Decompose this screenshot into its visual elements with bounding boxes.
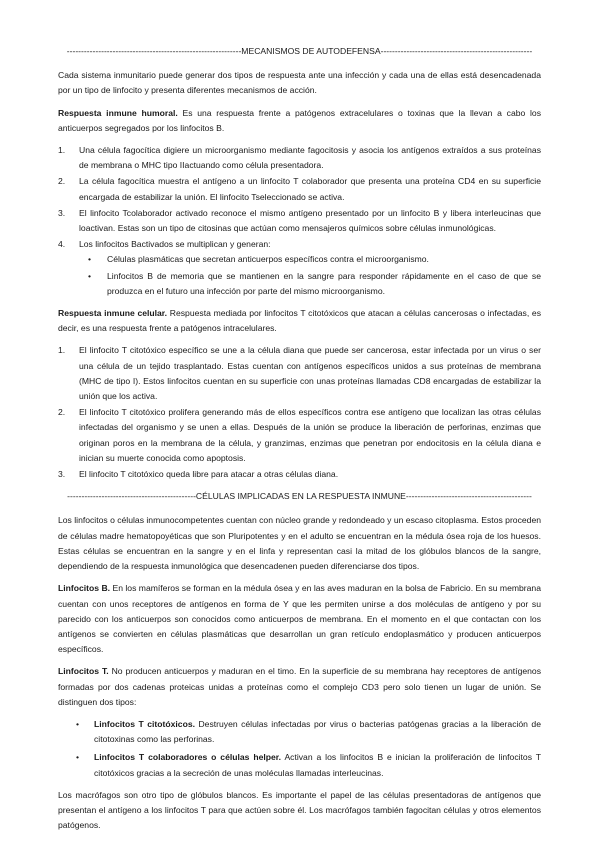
list-item-text: El linfocito Tcolaborador activado reconoce el mismo antígeno presentado por un linfocito B y libera interleucinas que loactivan. Estas son un tipo de citosinas que actúan como mensajeros químicos sobre células inmunológicas.: [79, 207, 541, 234]
sublist-item-text: Células plasmáticas que secretan anticuerpos específicos contra el microorganismo.: [107, 254, 429, 265]
list-item-text: El linfocito T citotóxico prolifera generando más de ellos específicos contra ese antígeno que localizan las otras células infectadas del organismo y se unen a ellas. Después de la unión se produce la liberación de perforinas, enzimas que originan poros en la membrana de la célula, y granzimas, enzimas que penetran por endocitosis en la célula diana e inician su muerte conocida como apoptosis.: [79, 407, 541, 463]
celular-paragraph: [58, 306, 541, 336]
sublist-item: [79, 252, 541, 267]
list-item: [58, 237, 541, 299]
bullet-icon: •: [88, 254, 92, 265]
list-item: [58, 467, 541, 482]
macrofagos-paragraph: Los macrófagos son otro tipo de glóbulos blancos. Es importante el papel de las células presentadoras de antígenos que presentan el antígeno a los linfocitos T para que actúen sobre él. Los macrófagos también fagocitan células y otros elementos patógenos.: [58, 789, 541, 831]
list-number: 3.: [58, 207, 66, 218]
list-item: [58, 717, 541, 747]
list-item-text: El linfocito T citotóxico queda libre para atacar a otras células diana.: [79, 469, 339, 480]
linfocitos-t-heading: Linfocitos T.: [58, 666, 109, 677]
bullet-icon: •: [76, 752, 80, 763]
list-item: [58, 206, 541, 236]
list-item: [58, 143, 541, 173]
list-item-text: La célula fagocítica muestra el antígeno a un linfocito T colaborador que presenta una proteína CD4 en su superficie encargada de estabilizar la unión. El linfocito Tseleccionado se activa.: [79, 176, 541, 202]
list-item-text: El linfocito T citotóxico específico se une a la célula diana que puede ser cancerosa, estar infectada por un virus o ser una célula de un tejido trasplantado. Estas cuentan con antígenos específicos unidos a sus proteínas de membrana (MHC de tipo I). Estos linfocitos cuentan en su superficie con unas proteínas llamadas CD8 encargadas de estabilizar la unión que los activa.: [79, 345, 541, 402]
linfocitos-paragraph: Los linfocitos o células inmunocompetentes cuentan con núcleo grande y redondeado y un escaso citoplasma. Estos proceden de células madre hematopoyéticas que son Pluripotentes y en el adulto se encuentran en la médula ósea roja de los huesos. Estas células se encuentran en la sangre y en el linfa y representan casi la mitad de los glóbulos blancos de la sangre, dependiendo de la respuesta inmunológica que desencadenen pueden diferenciarse dos tipos.: [58, 515, 541, 572]
list-item: [58, 405, 541, 466]
humoral-text: Es una respuesta frente a patógenos extracelulares o toxinas que la llevan a cabo los anticuerpos segregados por los linfocitos B.: [58, 107, 541, 133]
list-item: [58, 750, 541, 780]
list-number: 4.: [58, 239, 66, 250]
sublist-item-text: Linfocitos B de memoria que se mantienen en la sangre para responder rápidamente en el caso de que se produzca en el futuro una infección por parte del mismo microorganismo.: [107, 270, 541, 296]
list-number: 1.: [58, 345, 66, 356]
humoral-heading: Respuesta inmune humoral.: [58, 107, 178, 118]
sublist-item: [79, 269, 541, 299]
list-number: 1.: [58, 145, 66, 156]
list-item-text: Activan a los linfocitos B e inician la proliferación de linfocitos T citotóxicos gracias a la secreción de unas moléculas llamadas interleucinas.: [94, 752, 541, 778]
linfocitos-t-types-list: [58, 717, 541, 781]
celular-text: Respuesta mediada por linfocitos T citotóxicos que atacan a células cancerosas o infectadas, es decir, es una respuesta frente a patógenos intracelulares.: [58, 308, 541, 334]
linfocitos-b-text: En los mamíferos se forman en la médula ósea y en las aves maduran en la bolsa de Fabricio. En su membrana cuentan con unos receptores de antígenos en forma de Y que les permiten unirse a dos moléculas de antígeno y por su parecido con los anticuerpos son conocidos como anticuerpos de membrana. En el momento en el que contactan con los antígenos se convierten en células plasmáticas que desarrollan un gran retículo endoplasmático y producen anticuerpos específicos.: [58, 583, 541, 655]
linfocitos-t-text: No producen anticuerpos y maduran en el timo. En la superficie de su membrana hay receptores de antígenos formadas por dos cadenas proteicas unidas a proteínas como el complejo CD3 pero solo tienen un lugar de unión. Se distinguen dos tipos:: [58, 666, 541, 707]
humoral-sublist: [79, 252, 541, 299]
section-title-celulas: ---------------------------------------------CÉLULAS IMPLICADAS EN LA RESPUESTA INMUNE--------------------------------------------: [67, 491, 532, 502]
list-item-text: Una célula fagocítica digiere un microorganismo mediante fagocitosis y asocia los antígenos extraídos a sus proteínas de membrana o MHC tipo IIactuando como célula presentadora.: [79, 145, 541, 171]
list-number: 3.: [58, 469, 66, 480]
list-number: 2.: [58, 407, 66, 418]
celular-steps-list: [58, 343, 541, 482]
humoral-steps-list: [58, 143, 541, 299]
linfocitos-b-paragraph: [58, 581, 541, 657]
bullet-icon: •: [88, 270, 92, 281]
list-item-heading: Linfocitos T citotóxicos.: [94, 718, 195, 729]
list-item: [58, 174, 541, 204]
linfocitos-t-paragraph: [58, 664, 541, 710]
list-number: 2.: [58, 176, 66, 187]
list-item-heading: Linfocitos T colaboradores o células helper.: [94, 752, 282, 763]
list-item: [58, 343, 541, 404]
list-item-text: Destruyen células infectadas por virus o bacterias patógenas gracias a la liberación de citotoxinas como las perforinas.: [94, 718, 541, 745]
section-title-mecanismos: -------------------------------------------------------------MECANISMOS DE AUTODEFENSA-----------------------------------------------------: [66, 46, 533, 56]
humoral-paragraph: [58, 106, 541, 136]
intro-paragraph: Cada sistema inmunitario puede generar dos tipos de respuesta ante una infección y cada una de ellas está desencadenada por un tipo de linfocito y presenta diferentes mecanismos de acción.: [58, 70, 541, 96]
celular-heading: Respuesta inmune celular.: [58, 308, 168, 319]
list-item-text: Los linfocitos Bactivados se multiplican y generan:: [79, 239, 271, 250]
linfocitos-b-heading: Linfocitos B.: [58, 583, 111, 594]
bullet-icon: •: [76, 718, 80, 729]
